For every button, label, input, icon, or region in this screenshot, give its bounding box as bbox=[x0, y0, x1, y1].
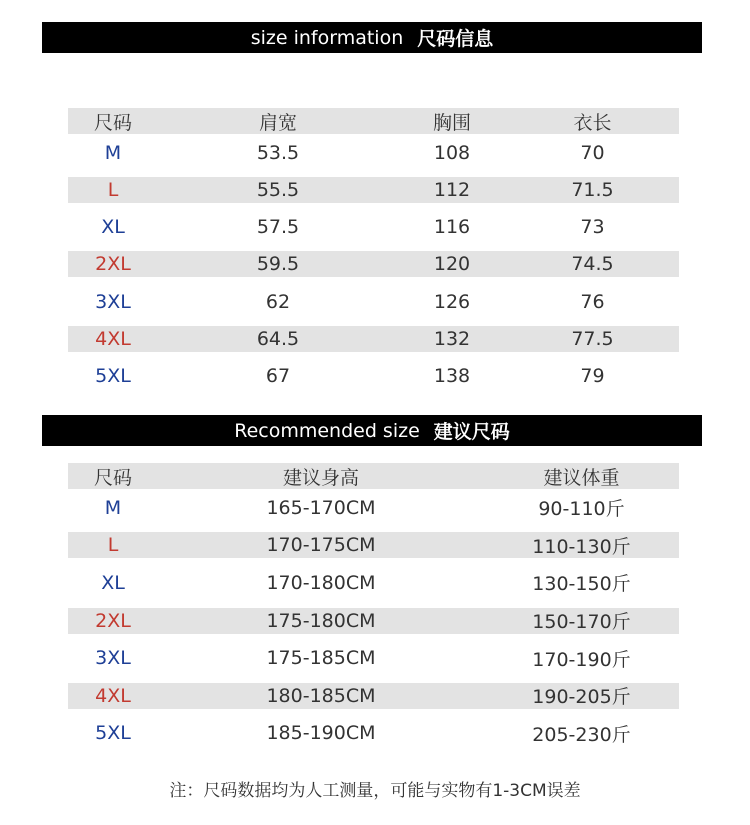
header-weight: 建议体重 bbox=[543, 466, 620, 489]
height-value: 175-180CM bbox=[266, 609, 376, 632]
chest-value: 108 bbox=[433, 141, 471, 164]
table-row bbox=[68, 608, 679, 634]
shoulder-value: 57.5 bbox=[256, 216, 300, 239]
table-header-row bbox=[68, 108, 679, 134]
shoulder-value: 59.5 bbox=[256, 253, 300, 276]
weight-value: 150-170斤 bbox=[532, 611, 631, 634]
table-row bbox=[68, 134, 679, 171]
banner-title-en: Recommended size bbox=[234, 419, 420, 442]
banner-title-zh: 尺码信息 bbox=[417, 28, 494, 50]
weight-value: 205-230斤 bbox=[532, 723, 631, 746]
length-value: 70 bbox=[580, 141, 605, 164]
weight-value: 170-190斤 bbox=[532, 648, 631, 671]
size-information-banner bbox=[42, 22, 702, 53]
shoulder-value: 53.5 bbox=[256, 141, 300, 164]
size-label: L bbox=[107, 534, 119, 557]
shoulder-value: 62 bbox=[265, 290, 291, 313]
size-label: M bbox=[104, 496, 122, 519]
length-value: 76 bbox=[580, 290, 605, 313]
table-row bbox=[68, 489, 679, 527]
size-label: 4XL bbox=[95, 684, 131, 707]
table-row bbox=[68, 357, 679, 394]
table-row bbox=[68, 683, 679, 709]
banner-title-en: size information bbox=[250, 26, 404, 49]
header-shoulder: 肩宽 bbox=[258, 111, 297, 134]
length-value: 74.5 bbox=[571, 253, 614, 276]
size-label: 5XL bbox=[95, 722, 131, 745]
height-value: 185-190CM bbox=[266, 722, 376, 745]
size-label: 5XL bbox=[95, 365, 131, 388]
weight-value: 110-130斤 bbox=[532, 535, 631, 558]
length-value: 79 bbox=[580, 365, 605, 388]
chest-value: 126 bbox=[433, 290, 471, 313]
table-header-row bbox=[68, 463, 679, 489]
weight-value: 190-205斤 bbox=[532, 686, 631, 709]
height-value: 175-185CM bbox=[266, 647, 376, 670]
chest-value: 116 bbox=[433, 216, 471, 239]
table-row bbox=[68, 251, 679, 277]
recommended-size-table bbox=[68, 463, 679, 752]
size-label: 4XL bbox=[95, 327, 131, 350]
size-label: L bbox=[107, 178, 119, 201]
chest-value: 138 bbox=[433, 365, 471, 388]
length-value: 71.5 bbox=[571, 178, 614, 201]
header-height: 建议身高 bbox=[282, 466, 359, 489]
size-label: 3XL bbox=[95, 290, 131, 313]
table-row bbox=[68, 177, 679, 203]
height-value: 165-170CM bbox=[266, 496, 376, 519]
chest-value: 120 bbox=[433, 253, 471, 276]
length-value: 73 bbox=[580, 216, 605, 239]
header-size: 尺码 bbox=[93, 466, 132, 489]
recommended-size-banner bbox=[42, 415, 702, 446]
measurement-note: 注：尺码数据均为人工测量，可能与实物有1-3CM误差 bbox=[169, 781, 581, 801]
size-label: M bbox=[104, 141, 122, 164]
header-chest: 胸围 bbox=[432, 111, 471, 134]
size-label: 2XL bbox=[95, 253, 131, 276]
header-size: 尺码 bbox=[93, 111, 132, 134]
table-row bbox=[68, 564, 679, 602]
table-row bbox=[68, 208, 679, 245]
table-row bbox=[68, 532, 679, 558]
table-row bbox=[68, 283, 679, 320]
height-value: 170-175CM bbox=[266, 534, 376, 557]
length-value: 77.5 bbox=[571, 327, 614, 350]
table-row bbox=[68, 715, 679, 753]
shoulder-value: 67 bbox=[265, 365, 291, 388]
banner-title-zh: 建议尺码 bbox=[433, 421, 510, 443]
size-measurement-table bbox=[68, 108, 679, 395]
chest-value: 132 bbox=[433, 327, 471, 350]
height-value: 180-185CM bbox=[266, 684, 376, 707]
size-label: XL bbox=[101, 216, 125, 239]
table-row bbox=[68, 639, 679, 677]
table-row bbox=[68, 326, 679, 352]
chest-value: 112 bbox=[433, 178, 471, 201]
header-length: 衣长 bbox=[573, 111, 612, 134]
weight-value: 130-150斤 bbox=[532, 573, 631, 596]
shoulder-value: 64.5 bbox=[256, 327, 300, 350]
weight-value: 90-110斤 bbox=[538, 498, 625, 521]
height-value: 170-180CM bbox=[266, 571, 376, 594]
size-label: 2XL bbox=[95, 609, 131, 632]
size-label: XL bbox=[101, 571, 125, 594]
size-label: 3XL bbox=[95, 647, 131, 670]
shoulder-value: 55.5 bbox=[256, 178, 300, 201]
